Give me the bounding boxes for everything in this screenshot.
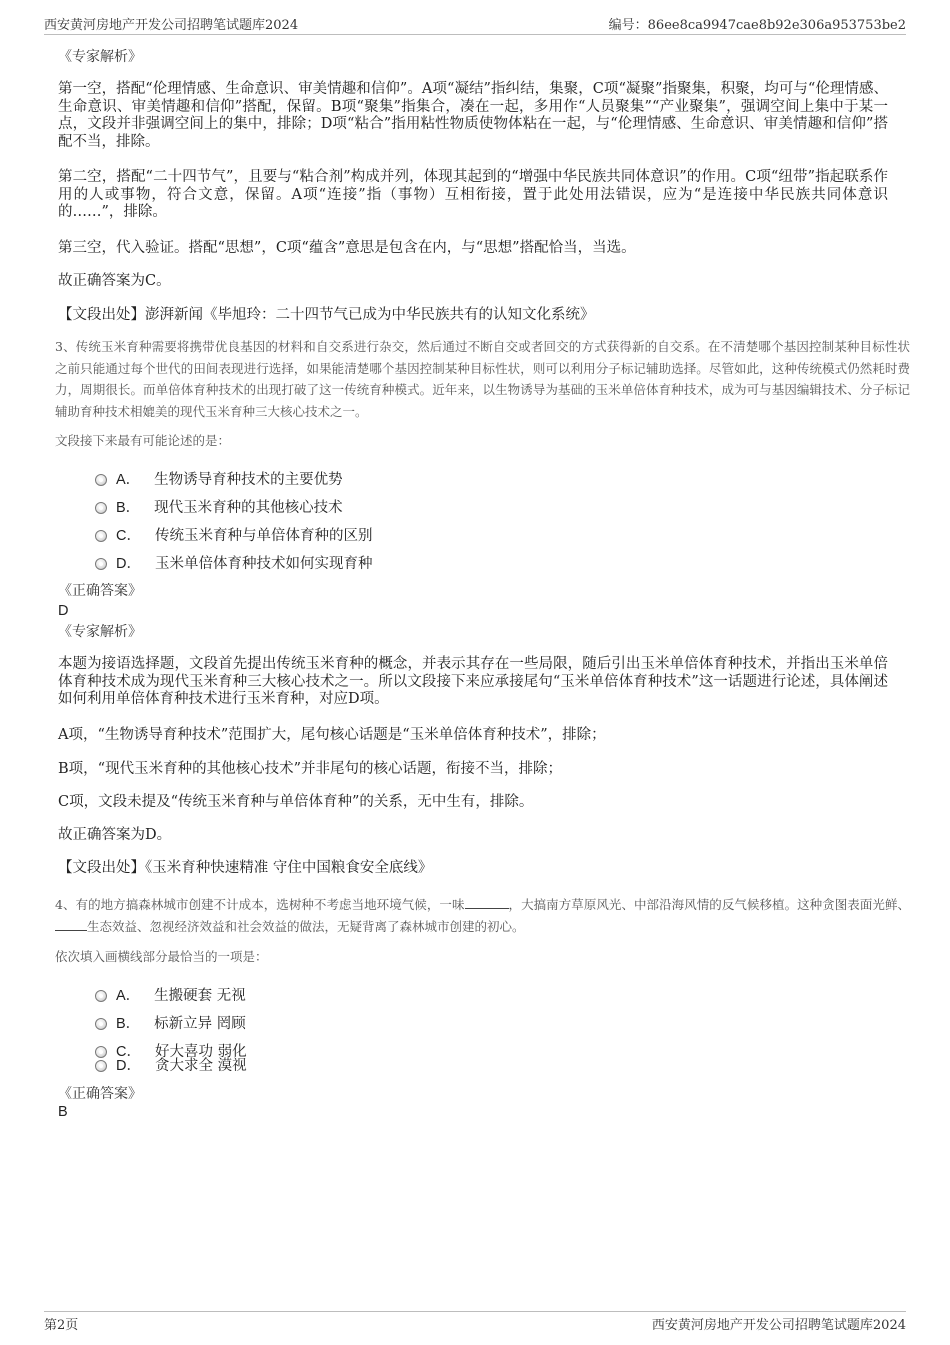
question-stem: 3、传统玉米育种需要将携带优良基因的材料和自交系进行杂交，然后通过不断自交或者回交的方式获得新的自交系。在不清楚哪个基因控制某种目标性状之前只能通过每个世代的田间表现进行选择，如果能清楚哪个基因控制某种目标性状，则可以利用分子标记辅助选择。尽管如此，这种传统模式仍然耗时费力，周期很长。而单倍体育种技术的出现打破了这一传统育种模式。近年来，以生物诱导为基础的玉米单倍体育种技术，成为可与基因编辑技术、分子标记辅助育种技术相媲美的现代玉米育种三大核心技术之一。 bbox=[55, 339, 910, 419]
option-a[interactable]: A． 生物诱导育种技术的主要优势 bbox=[95, 467, 343, 489]
source-citation: 【文段出处】《玉米育种快速精准 守住中国粮食安全底线》 bbox=[58, 860, 433, 876]
analysis-paragraph: A项，“生物诱导育种技术”范围扩大，尾句核心话题是“玉米单倍体育种技术”，排除； bbox=[58, 727, 606, 743]
question-prompt: 依次填入画横线部分最恰当的一项是： bbox=[55, 949, 268, 964]
answer-conclusion: 故正确答案为D。 bbox=[58, 827, 172, 843]
analysis-paragraph: B项，“现代玉米育种的其他核心技术”并非尾句的核心话题，衔接不当，排除； bbox=[58, 761, 562, 777]
option-a[interactable]: A． 生搬硬套 无视 bbox=[95, 983, 246, 1005]
correct-answer-label: 《正确答案》 bbox=[58, 1086, 142, 1102]
answer-conclusion: 故正确答案为C。 bbox=[58, 273, 171, 289]
radio-button-icon[interactable] bbox=[95, 1060, 107, 1072]
option-d[interactable]: D． 玉米单倍体育种技术如何实现育种 bbox=[95, 551, 372, 573]
page-footer bbox=[44, 1311, 906, 1334]
correct-answer-value: D bbox=[58, 603, 69, 619]
correct-answer-value: B bbox=[58, 1104, 68, 1120]
radio-button-icon[interactable] bbox=[95, 558, 107, 570]
analysis-paragraph: 第一空，搭配“伦理情感、生命意识、审美情趣和信仰”。A项“凝结”指纠结，集聚，C项“凝聚”指聚集，积聚，均可与“伦理情感、生命意识、审美情趣和信仰”搭配，保留。B项“聚集”指集合，凑在一起，多用作“人员聚集”“产业聚集”，强调空间上集中于某一点，文段并非强调空间上的集中，排除；D项“粘合”指用粘性物质使物体粘在一起，与“伦理情感、生命意识、审美情趣和信仰”搭配不当，排除。 bbox=[58, 81, 888, 150]
expert-analysis-label: 《专家解析》 bbox=[58, 624, 142, 640]
radio-button-icon[interactable] bbox=[95, 990, 107, 1002]
fill-blank bbox=[55, 918, 87, 931]
option-b[interactable]: B． 现代玉米育种的其他核心技术 bbox=[95, 495, 343, 517]
page-number: 第2页 bbox=[44, 1317, 79, 1333]
source-citation: 【文段出处】澎湃新闻《毕旭玲：二十四节气已成为中华民族共有的认知文化系统》 bbox=[58, 307, 595, 323]
analysis-paragraph: 第二空，搭配“二十四节气”，且要与“粘合剂”构成并列，体现其起到的“增强中华民族共同体意识”的作用。C项“纽带”指起联系作用的人或事物，符合文意，保留。A项“连接”指（事物）互相衔接，置于此处用法错误，应为“是连接中华民族共同体意识的……”，排除。 bbox=[58, 169, 888, 220]
option-b[interactable]: B． 标新立异 罔顾 bbox=[95, 1011, 246, 1033]
footer-title: 西安黄河房地产开发公司招聘笔试题库2024 bbox=[651, 1317, 906, 1333]
option-c[interactable]: C． 好大喜功 弱化 bbox=[95, 1039, 247, 1061]
question-stem: 4、有的地方搞森林城市创建不计成本，选树种不考虑当地环境气候，一味 ，大搞南方草原风光、中部沿海风情的反气候移植。这种贪图表面光鲜、生态效益、忽视经济效益和社会效益的做法，无疑背离了森林城市创建的初心。 bbox=[55, 897, 910, 934]
option-c[interactable]: C． 传统玉米育种与单倍体育种的区别 bbox=[95, 523, 372, 545]
option-d[interactable]: D． 贪大求全 漠视 bbox=[95, 1053, 247, 1075]
fill-blank bbox=[465, 896, 509, 909]
correct-answer-label: 《正确答案》 bbox=[58, 583, 142, 599]
analysis-paragraph: 本题为接语选择题，文段首先提出传统玉米育种的概念，并表示其存在一些局限，随后引出玉米单倍体育种技术，并指出玉米单倍体育种技术成为现代玉米育种三大核心技术之一。所以文段接下来应承接尾句“玉米单倍体育种技术”这一话题进行论述，具体阐述如何利用单倍体育种技术进行玉米育种，对应D项。 bbox=[58, 656, 888, 707]
header-title: 西安黄河房地产开发公司招聘笔试题库2024 bbox=[44, 18, 299, 33]
page-header bbox=[44, 14, 906, 35]
expert-analysis-label: 《专家解析》 bbox=[58, 49, 142, 65]
radio-button-icon[interactable] bbox=[95, 530, 107, 542]
radio-button-icon[interactable] bbox=[95, 1018, 107, 1030]
radio-button-icon[interactable] bbox=[95, 502, 107, 514]
analysis-paragraph: C项，文段未提及“传统玉米育种与单倍体育种”的关系，无中生有，排除。 bbox=[58, 794, 534, 810]
radio-button-icon[interactable] bbox=[95, 474, 107, 486]
question-prompt: 文段接下来最有可能论述的是： bbox=[55, 433, 231, 448]
analysis-paragraph: 第三空，代入验证。搭配“思想”，C项“蕴含”意思是包含在内，与“思想”搭配恰当，当选。 bbox=[58, 240, 636, 256]
header-doc-code: 编号：86ee8ca9947cae8b92e306a953753be2 bbox=[608, 18, 906, 33]
